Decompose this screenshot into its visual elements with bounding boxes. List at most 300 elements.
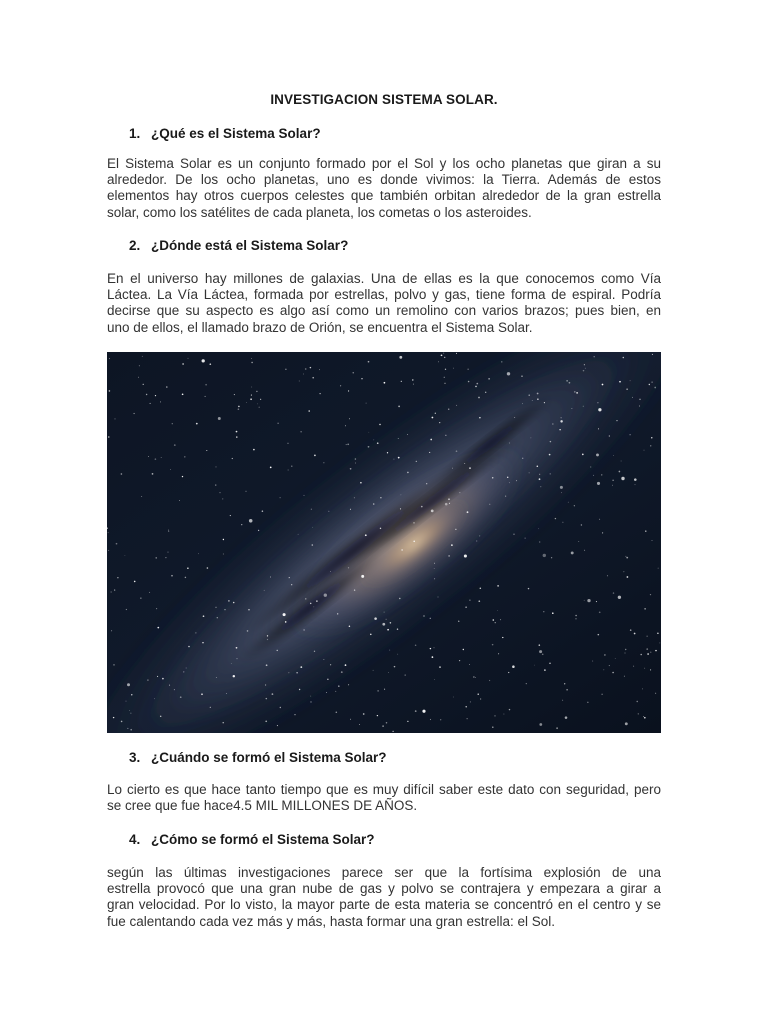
star	[258, 530, 259, 531]
star	[326, 692, 327, 693]
star	[305, 598, 306, 599]
star	[267, 639, 268, 640]
star	[559, 429, 560, 430]
star	[236, 436, 237, 437]
star	[270, 577, 271, 578]
star	[377, 715, 378, 716]
star	[655, 693, 656, 694]
star	[581, 524, 582, 525]
star	[179, 500, 180, 501]
star	[236, 647, 238, 649]
star	[246, 402, 247, 403]
star	[529, 473, 530, 474]
star	[161, 457, 162, 458]
star	[630, 629, 632, 631]
star	[513, 534, 514, 535]
star	[216, 466, 217, 467]
star	[296, 672, 297, 673]
star	[389, 650, 390, 651]
star	[345, 664, 347, 666]
star	[476, 383, 478, 385]
star	[479, 417, 480, 418]
star	[468, 381, 470, 383]
star	[464, 554, 467, 557]
star	[640, 654, 642, 656]
star	[170, 469, 171, 470]
star	[354, 497, 355, 498]
star	[448, 498, 450, 500]
star	[234, 394, 235, 395]
star	[590, 466, 591, 467]
star	[238, 408, 240, 410]
star	[539, 650, 542, 653]
star	[638, 713, 639, 714]
star	[415, 645, 417, 647]
star	[443, 353, 444, 354]
star	[377, 690, 378, 691]
section-1-number: 1.	[129, 126, 141, 141]
star	[155, 458, 157, 460]
star	[502, 637, 503, 638]
star	[168, 531, 169, 532]
star	[508, 672, 509, 673]
section-1-paragraph	[107, 156, 661, 221]
star	[215, 607, 216, 608]
star	[280, 707, 281, 708]
star	[241, 524, 242, 525]
star	[350, 719, 351, 720]
star	[346, 444, 347, 445]
star	[368, 361, 370, 363]
star	[319, 393, 320, 394]
star	[550, 473, 551, 474]
star	[187, 567, 188, 568]
section-4-number: 4.	[129, 832, 141, 847]
paragraph-line: uno de ellos, el llamado brazo de Orión, se encuentra el Sistema Solar.	[107, 319, 533, 335]
star	[399, 598, 400, 599]
star	[529, 395, 530, 396]
star	[288, 443, 289, 444]
star	[399, 356, 402, 359]
star	[160, 716, 161, 717]
star	[599, 519, 600, 520]
star	[384, 689, 385, 690]
star	[584, 364, 585, 365]
star	[224, 609, 225, 610]
star	[349, 625, 351, 627]
star	[232, 458, 233, 459]
star	[168, 530, 169, 531]
paragraph-line: gran velocidad. Por lo visto, la mayor parte de esta materia se concentró en el centro y se	[107, 897, 661, 913]
star	[162, 678, 164, 680]
milky-way-image	[107, 352, 661, 733]
star	[121, 721, 123, 723]
star	[445, 383, 446, 384]
star	[374, 617, 377, 620]
star	[338, 685, 340, 687]
star	[251, 395, 252, 396]
star	[449, 503, 450, 504]
star	[156, 557, 157, 558]
star	[497, 610, 498, 611]
star	[609, 435, 610, 436]
star	[413, 522, 414, 523]
star	[366, 403, 367, 404]
star	[182, 393, 184, 395]
star	[350, 468, 352, 470]
star	[444, 377, 445, 378]
star	[327, 679, 328, 680]
star	[172, 423, 173, 424]
star	[266, 698, 267, 699]
section-1-heading-text: ¿Qué es el Sistema Solar?	[151, 126, 321, 141]
star	[361, 575, 364, 578]
star	[328, 511, 329, 512]
star	[413, 541, 415, 543]
star	[453, 368, 454, 369]
star	[108, 436, 109, 437]
star	[393, 459, 394, 460]
star	[479, 535, 480, 536]
star	[453, 697, 454, 698]
star	[350, 509, 351, 510]
star	[478, 694, 479, 695]
star	[228, 600, 230, 602]
milky-way-photo	[107, 352, 661, 733]
star	[277, 725, 278, 726]
star	[465, 606, 467, 608]
star	[300, 431, 301, 432]
star	[429, 452, 430, 453]
star	[639, 406, 640, 407]
star	[489, 680, 490, 681]
star	[160, 401, 161, 402]
star	[503, 714, 504, 715]
star	[509, 443, 510, 444]
star	[644, 668, 645, 669]
star	[157, 627, 159, 629]
star	[206, 450, 207, 451]
star	[539, 723, 542, 726]
star	[382, 725, 384, 727]
star	[430, 439, 432, 441]
star	[637, 701, 638, 702]
star	[165, 557, 166, 558]
star	[430, 648, 431, 649]
star	[438, 597, 439, 598]
star	[534, 665, 535, 666]
star	[621, 477, 624, 480]
star	[111, 630, 112, 631]
star	[598, 428, 599, 429]
star	[126, 701, 127, 702]
star	[363, 713, 365, 715]
star	[423, 615, 425, 617]
star	[629, 434, 630, 435]
star	[452, 468, 453, 469]
star	[612, 672, 614, 674]
section-2-heading-text: ¿Dónde está el Sistema Solar?	[151, 238, 349, 253]
star	[113, 664, 114, 665]
star	[392, 731, 393, 732]
star	[475, 677, 476, 678]
star	[569, 382, 571, 384]
star	[253, 449, 255, 451]
star	[544, 402, 545, 403]
star	[311, 544, 313, 546]
star	[407, 434, 408, 435]
star	[488, 378, 489, 379]
star	[583, 406, 584, 407]
star	[550, 441, 551, 442]
star	[129, 710, 130, 711]
star	[266, 664, 268, 666]
star	[650, 669, 651, 670]
star	[435, 413, 436, 414]
star	[652, 354, 653, 355]
star	[216, 677, 217, 678]
star	[431, 510, 434, 513]
star	[348, 567, 349, 568]
star	[470, 701, 471, 702]
star	[233, 602, 235, 604]
paragraph-line: El Sistema Solar es un conjunto formado por el Sol y los ocho planetas que giran a su	[107, 156, 661, 171]
star	[469, 467, 471, 469]
star	[615, 658, 616, 659]
star	[305, 368, 307, 370]
section-2-heading	[129, 238, 348, 253]
star	[625, 556, 626, 557]
star	[560, 486, 563, 489]
star	[492, 619, 494, 621]
star	[310, 701, 311, 702]
star	[313, 607, 314, 608]
star	[249, 519, 253, 523]
star	[407, 721, 408, 722]
star	[444, 357, 445, 358]
star	[397, 654, 398, 655]
star	[198, 553, 199, 554]
star	[368, 446, 370, 448]
star	[223, 554, 224, 555]
star	[539, 644, 541, 646]
star	[397, 628, 398, 629]
star	[432, 656, 434, 658]
star	[360, 482, 362, 484]
star	[501, 361, 502, 362]
star	[598, 634, 600, 636]
star	[562, 700, 563, 701]
star	[401, 549, 402, 550]
star	[298, 534, 299, 535]
star	[618, 596, 621, 599]
star	[388, 672, 389, 673]
star	[634, 633, 636, 635]
star	[556, 727, 558, 729]
star	[157, 676, 158, 677]
star	[639, 399, 640, 400]
star	[489, 504, 490, 505]
star	[644, 450, 645, 451]
star	[310, 367, 311, 368]
star	[476, 540, 477, 541]
star	[592, 661, 593, 662]
star	[613, 592, 614, 593]
star	[597, 402, 598, 403]
star	[633, 666, 634, 667]
star	[467, 511, 469, 513]
star	[539, 478, 541, 480]
star	[613, 455, 614, 456]
star	[314, 651, 315, 652]
star	[578, 541, 579, 542]
section-4-paragraph	[107, 865, 661, 930]
star	[642, 688, 643, 689]
star	[593, 356, 594, 357]
star	[205, 384, 207, 386]
star	[277, 423, 278, 424]
star	[169, 685, 170, 686]
star	[147, 679, 149, 681]
star	[354, 589, 355, 590]
star	[303, 629, 304, 630]
star	[585, 368, 586, 369]
star	[348, 684, 349, 685]
star	[568, 502, 569, 503]
star	[456, 353, 457, 354]
star	[114, 418, 115, 419]
star	[445, 369, 446, 370]
star	[603, 669, 604, 670]
star	[109, 390, 111, 392]
star	[564, 683, 565, 684]
star	[422, 710, 425, 713]
star	[522, 403, 523, 404]
star	[576, 392, 578, 394]
star	[277, 650, 278, 651]
star	[238, 406, 240, 408]
section-3-number: 3.	[129, 750, 141, 765]
star	[264, 590, 265, 591]
star	[497, 585, 499, 587]
star	[426, 483, 427, 484]
star	[330, 571, 331, 572]
star	[201, 693, 203, 695]
star	[571, 408, 572, 409]
star	[552, 612, 554, 614]
star	[341, 671, 343, 673]
star	[475, 386, 477, 388]
star	[236, 658, 237, 659]
star	[459, 660, 460, 661]
star	[464, 463, 465, 464]
star	[265, 685, 266, 686]
star	[349, 418, 350, 419]
star	[478, 397, 480, 399]
star	[469, 599, 470, 600]
star	[507, 477, 508, 478]
star	[652, 540, 653, 541]
star	[480, 587, 482, 589]
star	[347, 443, 349, 445]
paragraph-line: fue calentando cada vez más y más, hasta formar una gran estrella: el Sol.	[107, 913, 555, 929]
star	[149, 592, 150, 593]
star	[544, 669, 546, 671]
star	[540, 486, 541, 487]
star	[528, 588, 529, 589]
star	[634, 478, 637, 481]
star	[574, 505, 575, 506]
star	[537, 465, 539, 467]
star	[492, 644, 494, 646]
star	[355, 458, 357, 460]
star	[627, 576, 629, 578]
star	[168, 552, 169, 553]
star	[421, 506, 423, 508]
section-3-heading-text: ¿Cuándo se formó el Sistema Solar?	[151, 750, 387, 765]
star	[537, 398, 538, 399]
star	[361, 378, 362, 379]
star	[323, 462, 324, 463]
paragraph-line: elementos hay otros cuerpos celestes que también orbitan alrededor de la gran estrella	[107, 188, 661, 204]
star	[455, 529, 456, 530]
star	[521, 376, 522, 377]
star	[538, 528, 539, 529]
star	[619, 471, 621, 473]
star	[478, 600, 480, 602]
star	[184, 456, 185, 457]
star	[473, 676, 474, 677]
star	[387, 629, 389, 631]
star	[195, 632, 196, 633]
star	[205, 396, 206, 397]
star	[625, 722, 628, 725]
star	[644, 717, 646, 719]
star	[468, 369, 469, 370]
star	[250, 398, 252, 400]
paragraph-line: se cree que fue hace4.5 MIL MILLONES DE AÑOS.	[107, 798, 418, 814]
star	[621, 461, 622, 462]
star	[285, 621, 287, 623]
section-3-paragraph	[107, 782, 661, 814]
paragraph-line: Láctea. La Vía Láctea, formada por estrellas, polvo y gas, tiene forma de espiral. Podría	[107, 287, 661, 303]
star	[531, 438, 532, 439]
star	[185, 577, 187, 579]
star	[537, 393, 539, 395]
star	[626, 557, 628, 559]
star	[543, 554, 546, 557]
star	[465, 706, 466, 707]
star	[507, 372, 510, 375]
star	[601, 474, 602, 475]
star	[125, 555, 126, 556]
star	[111, 592, 112, 593]
star	[314, 455, 316, 457]
star	[485, 392, 486, 393]
star	[222, 498, 223, 499]
star	[355, 463, 356, 464]
star	[337, 613, 338, 614]
star	[141, 496, 142, 497]
star	[394, 666, 396, 668]
star	[196, 423, 198, 425]
star	[259, 407, 260, 408]
star	[289, 577, 290, 578]
star	[413, 384, 414, 385]
star	[398, 457, 400, 459]
star	[311, 509, 312, 510]
star	[492, 477, 494, 479]
